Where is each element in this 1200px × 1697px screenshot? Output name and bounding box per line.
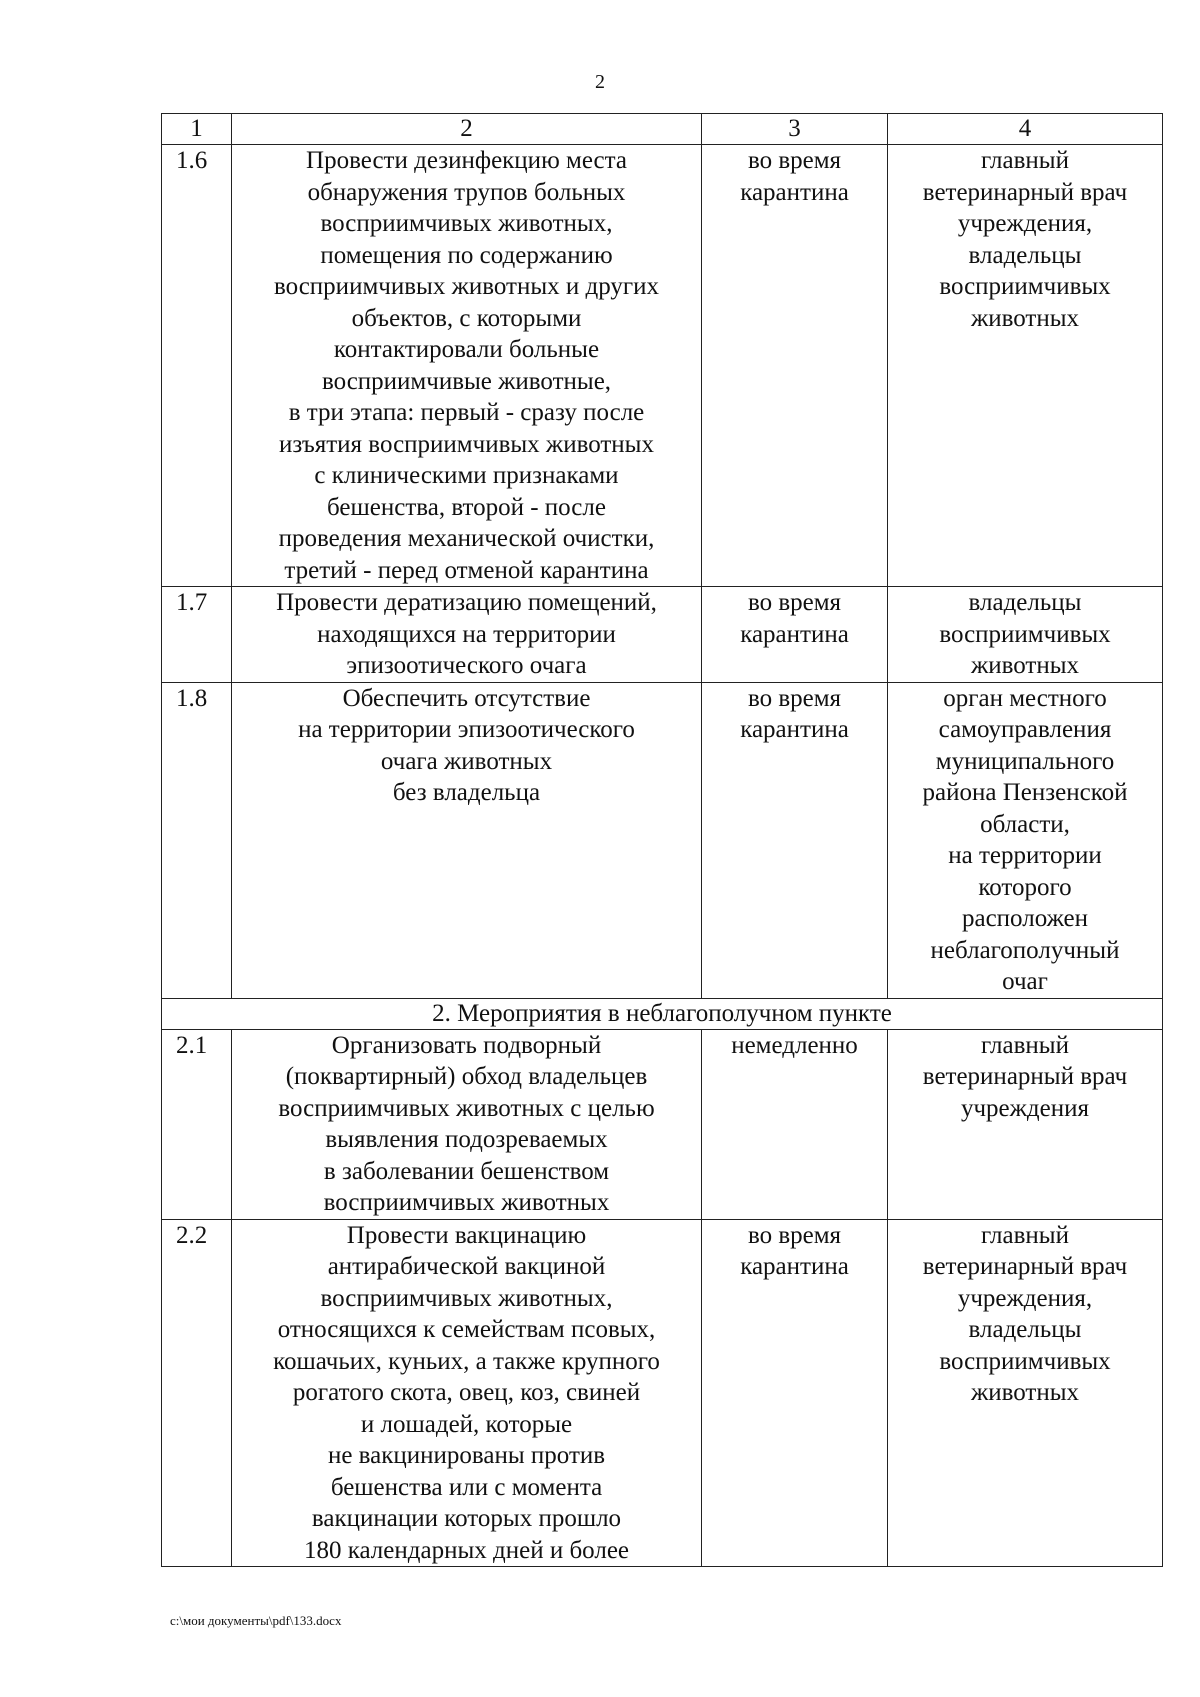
row-action: Провести вакцинацию антирабической вакциной восприимчивых животных, относящихся к семействам псовых, кошачьих, куньих, а также крупного рогатого скота, овец, коз, свиней и лошадей, которые не вакцинированы против бешенства или с момента вакцинации которых прошло 180 календарных дней и более — [232, 1219, 702, 1567]
row-responsible: орган местного самоуправления муниципального района Пензенской области, на территории которого расположен неблагополучный очаг — [888, 682, 1163, 998]
row-term: во время карантина — [702, 587, 888, 683]
table-header-row — [162, 114, 1163, 145]
row-responsible: главный ветеринарный врач учреждения, владельцы восприимчивых животных — [888, 145, 1163, 587]
section-title: 2. Мероприятия в неблагополучном пункте — [162, 998, 1163, 1029]
row-responsible: главный ветеринарный врач учреждения, владельцы восприимчивых животных — [888, 1219, 1163, 1567]
header-col-2: 2 — [232, 114, 702, 145]
row-number: 1.8 — [162, 682, 232, 998]
header-col-4: 4 — [888, 114, 1163, 145]
row-responsible: владельцы восприимчивых животных — [888, 587, 1163, 683]
section-row — [162, 998, 1163, 1029]
table-row — [162, 1219, 1163, 1567]
row-number: 2.1 — [162, 1029, 232, 1219]
row-action: Обеспечить отсутствие на территории эпизоотического очага животных без владельца — [232, 682, 702, 998]
row-action: Провести дератизацию помещений, находящихся на территории эпизоотического очага — [232, 587, 702, 683]
measures-table — [161, 113, 1163, 1567]
footer-file-path: c:\мои документы\pdf\133.docx — [170, 1613, 342, 1628]
table-row — [162, 145, 1163, 587]
header-col-3: 3 — [702, 114, 888, 145]
table-row — [162, 682, 1163, 998]
row-number: 2.2 — [162, 1219, 232, 1567]
row-action: Провести дезинфекцию места обнаружения трупов больных восприимчивых животных, помещения по содержанию восприимчивых животных и других объектов, с которыми контактировали больные восприимчивые животные, в три этапа: первый - сразу после изъятия восприимчивых животных с клиническими признаками бешенства, второй - после проведения механической очистки, третий - перед отменой карантина — [232, 145, 702, 587]
row-responsible: главный ветеринарный врач учреждения — [888, 1029, 1163, 1219]
page-number: 2 — [595, 71, 605, 93]
row-number: 1.7 — [162, 587, 232, 683]
row-number: 1.6 — [162, 145, 232, 587]
row-action: Организовать подворный (поквартирный) обход владельцев восприимчивых животных с целью выявления подозреваемых в заболевании бешенством восприимчивых животных — [232, 1029, 702, 1219]
row-term: немедленно — [702, 1029, 888, 1219]
header-col-1: 1 — [162, 114, 232, 145]
row-term: во время карантина — [702, 682, 888, 998]
table-row — [162, 1029, 1163, 1219]
table-row — [162, 587, 1163, 683]
row-term: во время карантина — [702, 1219, 888, 1567]
row-term: во время карантина — [702, 145, 888, 587]
